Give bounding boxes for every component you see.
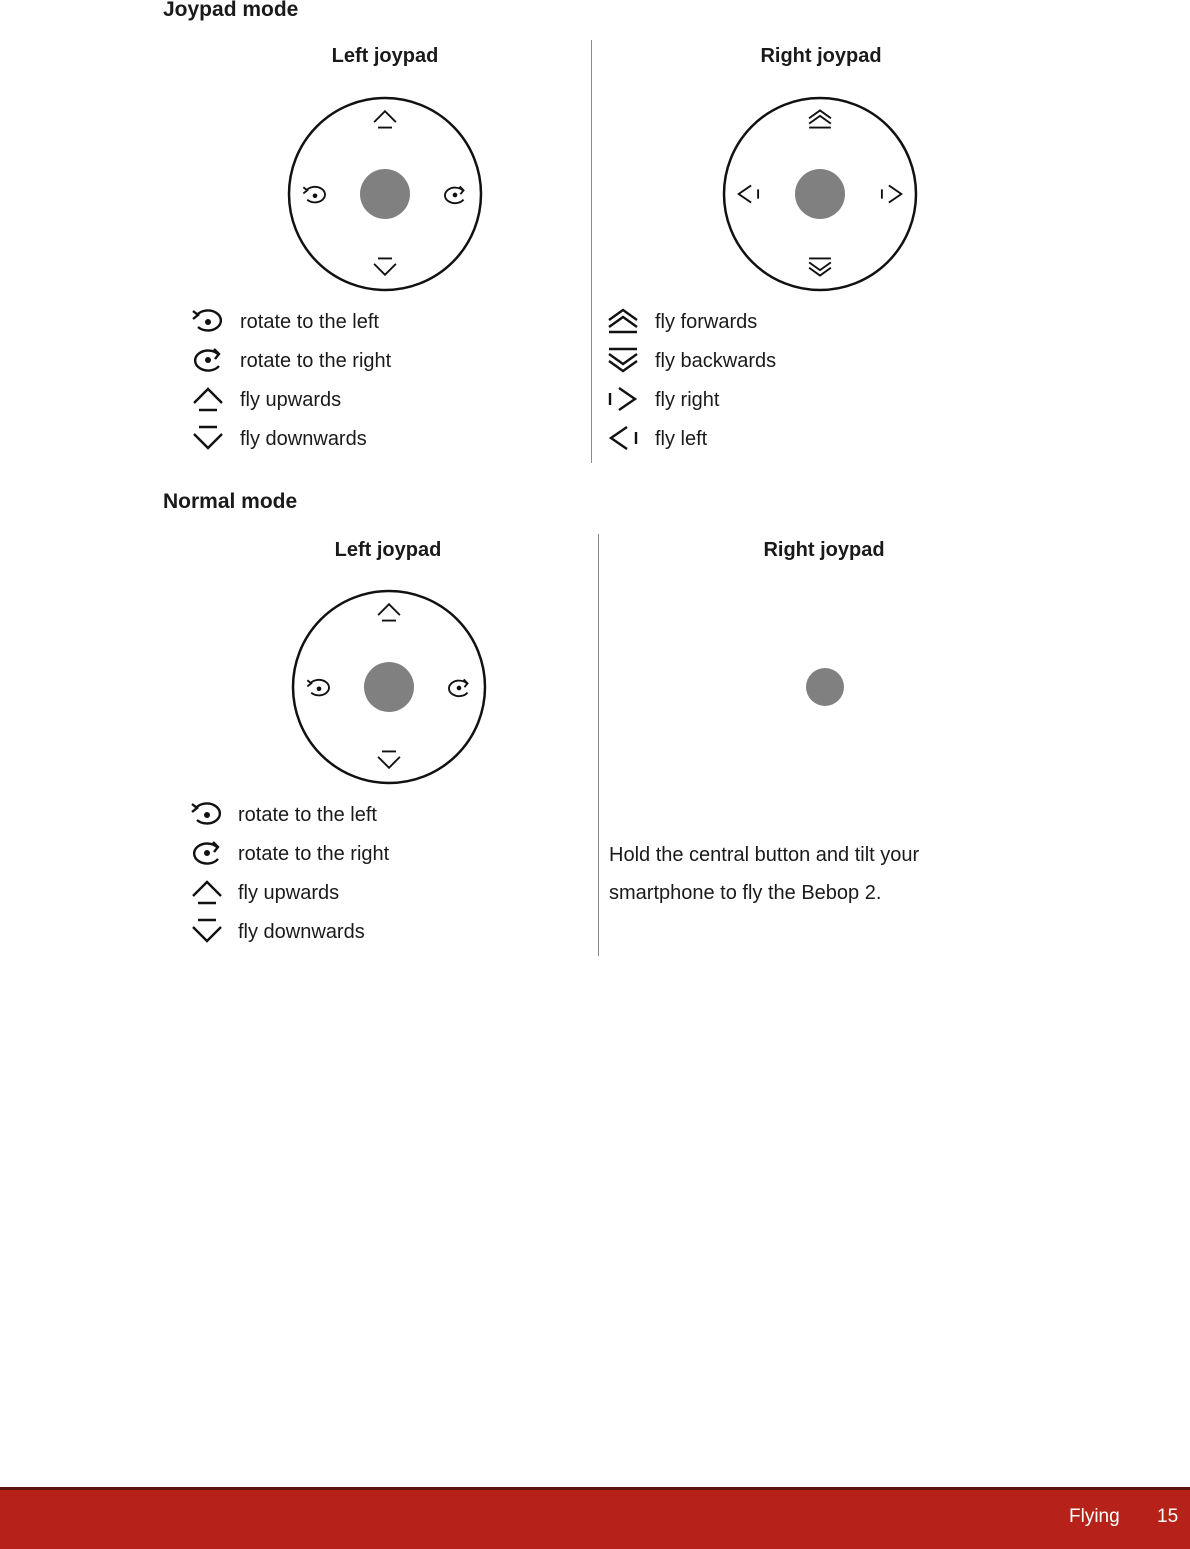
normal-mode-divider <box>598 534 599 956</box>
normal-mode-left-title: Left joypad <box>334 539 442 561</box>
fly-right-icon <box>605 385 641 413</box>
joypad-mode-right-joypad <box>722 96 918 292</box>
fly-down-icon <box>189 917 225 945</box>
fly-up-icon <box>189 878 225 906</box>
normal-mode-instruction: Hold the central button and tilt your smartphone to fly the Bebop 2. <box>609 844 920 904</box>
joypad-mode-right-title: Right joypad <box>760 45 882 67</box>
fly-forward-icon <box>605 307 641 335</box>
legend-label: rotate to the right <box>238 843 390 865</box>
legend-label: rotate to the right <box>240 350 392 372</box>
legend-label: fly upwards <box>238 882 340 904</box>
legend-label: fly downwards <box>240 428 367 450</box>
rotate-right-icon <box>189 839 225 867</box>
legend-label: fly right <box>655 389 720 411</box>
fly-down-icon <box>190 424 226 452</box>
fly-up-icon <box>190 385 226 413</box>
joypad-mode-title: Joypad mode <box>163 0 299 21</box>
rotate-left-icon <box>190 307 226 335</box>
central-button <box>364 662 414 712</box>
rotate-right-icon <box>190 346 226 374</box>
normal-mode-left-joypad <box>291 589 487 785</box>
fly-left-icon <box>605 424 641 452</box>
legend-label: fly backwards <box>655 350 777 372</box>
footer-section-title: Flying <box>1069 1506 1120 1527</box>
joypad-mode-left-joypad <box>287 96 483 292</box>
normal-mode-central-button <box>806 668 846 708</box>
page-footer <box>0 1487 1190 1549</box>
legend-label: fly downwards <box>238 921 365 943</box>
normal-mode-right-title: Right joypad <box>763 539 885 561</box>
joypad-mode-left-title: Left joypad <box>331 45 439 67</box>
central-button <box>360 169 410 219</box>
legend-label: fly forwards <box>655 311 758 333</box>
page-number: 15 <box>1157 1506 1179 1527</box>
legend-label: fly left <box>655 428 708 450</box>
legend-label: rotate to the left <box>240 311 379 333</box>
joypad-mode-divider <box>591 40 592 463</box>
rotate-left-icon <box>189 800 225 828</box>
fly-backward-icon <box>605 346 641 374</box>
central-button <box>795 169 845 219</box>
normal-mode-title: Normal mode <box>163 490 298 513</box>
legend-label: rotate to the left <box>238 804 377 826</box>
legend-label: fly upwards <box>240 389 342 411</box>
